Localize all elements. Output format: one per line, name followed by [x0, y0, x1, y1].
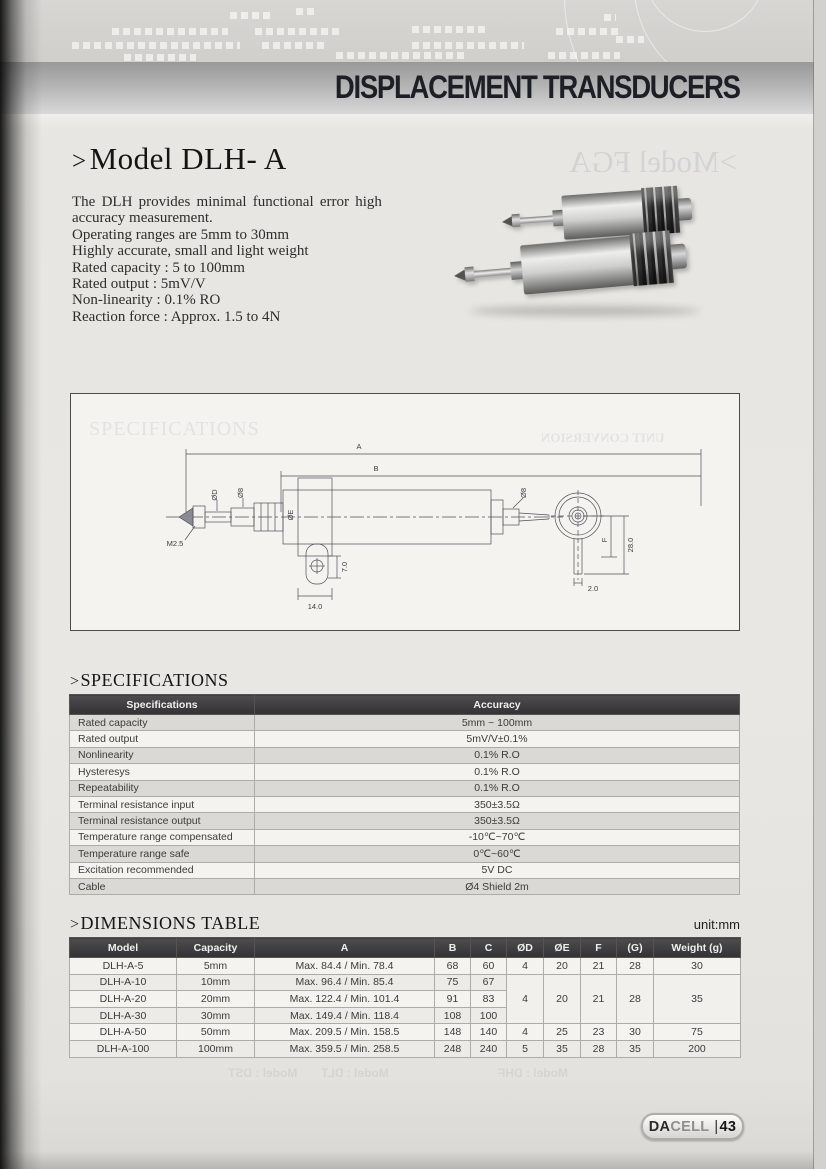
- probe-tip: [454, 269, 466, 281]
- dims-cell-merged: 21: [581, 974, 617, 1024]
- dim-label-7: 7.0: [340, 561, 349, 573]
- unit-note: unit:mm: [693, 917, 740, 932]
- dims-cell: Max. 84.4 / Min. 78.4: [255, 958, 435, 975]
- header-band: [0, 62, 826, 114]
- dims-column-header: Weight (g): [654, 938, 741, 958]
- description-line: Non-linearity : 0.1% RO: [72, 292, 221, 309]
- dims-cell: DLH-A-100: [70, 1040, 177, 1057]
- dims-cell: 4: [507, 958, 544, 975]
- spec-value-cell: 350±3.5Ω: [255, 796, 740, 812]
- dims-cell: 25: [544, 1024, 581, 1041]
- spec-name-cell: Terminal resistance output: [70, 813, 255, 829]
- description-line: Operating ranges are 5mm to 30mm: [72, 226, 290, 243]
- pixel-pattern: [548, 52, 620, 59]
- dims-cell: 240: [471, 1040, 507, 1057]
- dim-label-f: F: [600, 537, 609, 543]
- table-row: [70, 862, 740, 878]
- spec-value-cell: 0.1% R.O: [255, 764, 740, 780]
- table-row: [70, 731, 740, 747]
- transducer-photo-large: [452, 229, 689, 302]
- dims-column-header: (G): [617, 938, 654, 958]
- dims-cell: 30: [654, 958, 741, 975]
- pixel-pattern: [556, 28, 620, 35]
- dim-label-2: 2.0: [587, 584, 599, 593]
- dims-cell: 75: [654, 1024, 741, 1041]
- dims-cell: 67: [471, 974, 507, 991]
- pixel-pattern: [255, 28, 343, 35]
- dims-cell-merged: 20: [544, 974, 581, 1024]
- brand-logo-light: CELL: [670, 1118, 710, 1135]
- dimensions-heading: [70, 913, 260, 934]
- spec-value-cell: 5mm ~ 100mm: [255, 715, 740, 731]
- ghost-bleedthrough-text: UNIT CONVERSION: [541, 430, 665, 445]
- dim-label-14: 14.0: [307, 602, 323, 611]
- dims-cell: Max. 209.5 / Min. 158.5: [255, 1024, 435, 1041]
- dims-column-header: A: [255, 938, 435, 958]
- bottom-page-shadow: [0, 1151, 826, 1169]
- description-line: Rated output : 5mV/V: [72, 276, 206, 293]
- label-rings: [641, 186, 680, 235]
- pixel-pattern: [72, 42, 240, 49]
- table-row: [70, 764, 740, 780]
- dims-column-header: Model: [70, 938, 177, 958]
- pixel-pattern: [412, 42, 524, 49]
- dims-cell: 83: [471, 991, 507, 1008]
- description-line: Highly accurate, small and light weight: [72, 243, 309, 260]
- dims-cell: 4: [507, 1024, 544, 1041]
- page-edge-line: [813, 0, 814, 1169]
- dims-column-header: ØE: [544, 938, 581, 958]
- dims-cell-merged: 28: [617, 974, 654, 1024]
- model-description: [72, 194, 420, 325]
- dims-cell: DLH-A-10: [70, 974, 177, 991]
- table-row: [70, 813, 740, 829]
- dims-cell: 100: [471, 1007, 507, 1024]
- table-row: [70, 747, 740, 763]
- ghost-bleedthrough-text: SPECIFICATIONS: [89, 418, 260, 440]
- spec-name-cell: Temperature range compensated: [70, 829, 255, 845]
- dims-column-header: C: [471, 938, 507, 958]
- spec-name-cell: Nonlinearity: [70, 747, 255, 763]
- technical-drawing: [70, 393, 740, 631]
- table-row: [70, 829, 740, 845]
- dims-cell: 200: [654, 1040, 741, 1057]
- dims-cell: 30: [617, 1024, 654, 1041]
- dims-cell: 21: [581, 958, 617, 975]
- dims-cell: Max. 96.4 / Min. 85.4: [255, 974, 435, 991]
- dims-cell-merged: 35: [654, 974, 741, 1024]
- heading-prefix: >: [70, 673, 80, 690]
- spec-name-cell: Rated capacity: [70, 715, 255, 731]
- spec-value-cell: -10℃~70℃: [255, 829, 740, 845]
- table-row: [70, 796, 740, 812]
- pixel-pattern: [616, 36, 644, 43]
- description-line: Rated capacity : 5 to 100mm: [72, 259, 245, 276]
- top-decoration: [0, 0, 826, 62]
- dims-cell: 30mm: [177, 1007, 255, 1024]
- ghost-bleedthrough-text: >Model FGA: [568, 144, 738, 179]
- description-line: accuracy measurement.: [72, 210, 213, 227]
- dims-cell: 68: [435, 958, 471, 975]
- dims-cell: 108: [435, 1007, 471, 1024]
- dimension-drawing: [71, 394, 739, 630]
- table-row: [70, 974, 741, 991]
- spec-name-cell: Temperature range safe: [70, 846, 255, 862]
- end-cap: [678, 197, 693, 220]
- dia-label-e: ØE: [286, 509, 295, 521]
- spec-column-header: Accuracy: [255, 695, 740, 715]
- specifications-heading: [70, 670, 229, 691]
- dims-cell: 140: [471, 1024, 507, 1041]
- pixel-pattern: [112, 28, 228, 35]
- dims-cell: 60: [471, 958, 507, 975]
- dims-cell: DLH-A-20: [70, 991, 177, 1008]
- dims-cell: 50mm: [177, 1024, 255, 1041]
- heading-prefix: >: [70, 916, 80, 933]
- table-row: [70, 878, 740, 894]
- dims-cell: Max. 359.5 / Min. 258.5: [255, 1040, 435, 1057]
- spec-value-cell: 5mV/V±0.1%: [255, 731, 740, 747]
- model-title-text: Model DLH- A: [89, 141, 287, 176]
- photo-shadow: [470, 306, 700, 316]
- dims-cell: 23: [581, 1024, 617, 1041]
- specifications-heading-text: SPECIFICATIONS: [80, 670, 229, 690]
- dims-cell: 148: [435, 1024, 471, 1041]
- brand-logo: DA: [648, 1118, 671, 1135]
- spec-value-cell: 0℃~60℃: [255, 846, 740, 862]
- dims-cell: 28: [581, 1040, 617, 1057]
- dims-cell: Max. 122.4 / Min. 101.4: [255, 991, 435, 1008]
- dims-cell: DLH-A-30: [70, 1007, 177, 1024]
- dims-column-header: ØD: [507, 938, 544, 958]
- dims-cell: DLH-A-5: [70, 958, 177, 975]
- spec-value-cell: 0.1% R.O: [255, 747, 740, 763]
- table-row: [70, 715, 740, 731]
- specifications-table: [69, 694, 740, 895]
- spec-value-cell: 0.1% R.O: [255, 780, 740, 796]
- dims-cell: 10mm: [177, 974, 255, 991]
- dimensions-table: [69, 937, 741, 1058]
- dims-cell: 20: [544, 958, 581, 975]
- separator: |: [714, 1118, 719, 1135]
- dia-label-d: ØD: [210, 489, 219, 501]
- description-line: Reaction force : Approx. 1.5 to 4N: [72, 308, 281, 325]
- end-cap: [670, 243, 687, 269]
- dims-column-header: B: [435, 938, 471, 958]
- dims-cell: 35: [617, 1040, 654, 1057]
- spec-name-cell: Rated output: [70, 731, 255, 747]
- pixel-pattern: [412, 26, 488, 33]
- dims-cell: 35: [544, 1040, 581, 1057]
- page-title: DISPLACEMENT TRANSDUCERS: [335, 69, 740, 105]
- pixel-pattern: [262, 42, 326, 49]
- dims-cell: 5mm: [177, 958, 255, 975]
- dimensions-heading-text: DIMENSIONS TABLE: [80, 913, 261, 933]
- page-edge-margin: [814, 0, 826, 1169]
- spec-value-cell: Ø4 Shield 2m: [255, 878, 740, 894]
- brand-page-badge: [641, 1113, 744, 1140]
- dims-cell: 75: [435, 974, 471, 991]
- dims-cell-merged: 4: [507, 974, 544, 1024]
- table-row: [70, 1040, 741, 1057]
- probe-tip: [502, 216, 513, 227]
- dims-cell: 20mm: [177, 991, 255, 1008]
- table-row: [70, 780, 740, 796]
- dims-column-header: Capacity: [177, 938, 255, 958]
- transducer-body: [561, 190, 644, 239]
- product-photos: [440, 178, 780, 323]
- dims-cell: Max. 149.4 / Min. 118.4: [255, 1007, 435, 1024]
- dim-label-28: 28.0: [626, 537, 635, 553]
- description-line: The DLH provides minimal functional error high: [72, 194, 382, 210]
- dims-column-header: F: [581, 938, 617, 958]
- spec-name-cell: Excitation recommended: [70, 862, 255, 878]
- table-row: [70, 1024, 741, 1041]
- spec-value-cell: 5V DC: [255, 862, 740, 878]
- pixel-pattern: [296, 8, 318, 15]
- dims-cell: 248: [435, 1040, 471, 1057]
- probe-shaft: [520, 215, 553, 223]
- title-prefix: >: [72, 148, 87, 175]
- spec-name-cell: Hysteresys: [70, 764, 255, 780]
- pixel-pattern: [604, 14, 616, 21]
- probe-shaft: [474, 267, 511, 277]
- spec-name-cell: Cable: [70, 878, 255, 894]
- spec-column-header: Specifications: [70, 695, 255, 715]
- ghost-bleedthrough-text: Model : DST: [228, 1066, 298, 1080]
- dims-cell: 91: [435, 991, 471, 1008]
- dims-cell: 100mm: [177, 1040, 255, 1057]
- pixel-pattern: [336, 52, 468, 59]
- transducer-body: [520, 235, 634, 294]
- spec-name-cell: Terminal resistance input: [70, 796, 255, 812]
- table-row: [70, 958, 741, 975]
- spec-name-cell: Repeatability: [70, 780, 255, 796]
- dims-cell: 28: [617, 958, 654, 975]
- thread-label: M2.5: [166, 539, 184, 548]
- pixel-pattern: [124, 54, 196, 61]
- dim-label-b: B: [373, 464, 379, 473]
- spec-value-cell: 350±3.5Ω: [255, 813, 740, 829]
- dia-label-8-right: Ø8: [519, 487, 528, 499]
- model-title: [72, 141, 287, 177]
- dims-cell: 5: [507, 1040, 544, 1057]
- book-spine-shadow: [0, 0, 42, 1169]
- page-number: 43: [719, 1118, 737, 1135]
- dim-label-a: A: [356, 442, 362, 451]
- dia-label-8-left: Ø8: [236, 487, 245, 499]
- ghost-bleedthrough-text: Model : DHF: [498, 1066, 568, 1080]
- label-rings: [629, 230, 674, 286]
- ghost-bleedthrough-text: Model : DLT: [321, 1066, 389, 1080]
- table-row: [70, 846, 740, 862]
- pixel-pattern: [230, 12, 274, 19]
- dims-cell: DLH-A-50: [70, 1024, 177, 1041]
